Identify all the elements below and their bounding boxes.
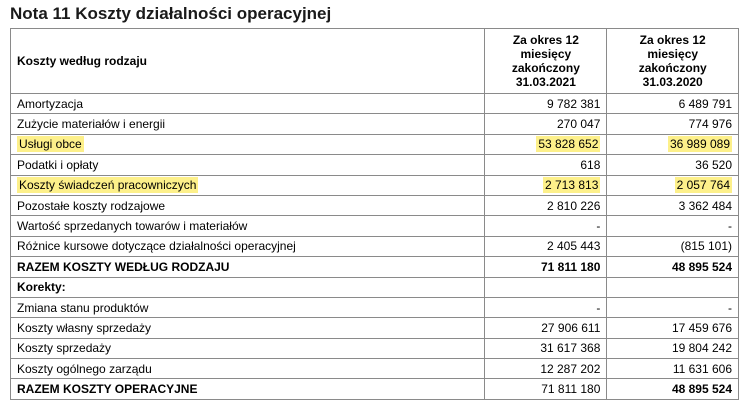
row-label: Korekty:: [17, 280, 66, 295]
row-value-2021: 71 811 180: [541, 382, 601, 397]
header-period-2021-line: miesięcy: [520, 47, 572, 61]
header-period-2020-line: zakończony: [638, 61, 707, 75]
row-value-2021: -: [596, 300, 601, 315]
row-value-2020: 17 459 676: [671, 320, 732, 335]
row-label-cell: [11, 94, 485, 114]
table-row: [11, 134, 739, 154]
row-value-2021-cell: [485, 175, 607, 195]
row-label: Podatki i opłaty: [17, 157, 99, 172]
row-value-2021: 9 782 381: [547, 96, 601, 111]
row-value-2020: 19 804 242: [671, 341, 732, 356]
row-label: Usługi obce: [19, 137, 82, 152]
header-period-2020-line: Za okres 12: [639, 33, 706, 47]
row-label-cell: [11, 359, 485, 379]
header-period-2020: [607, 29, 739, 94]
row-value-2020: 11 631 606: [672, 361, 732, 376]
row-value-2021: 53 828 652: [538, 137, 599, 152]
row-value-2020-cell: [607, 134, 739, 154]
row-value-2021-cell: [485, 297, 607, 317]
row-label-cell: [11, 216, 485, 236]
row-label-cell: [11, 155, 485, 175]
row-value-2020: 2 057 764: [676, 178, 730, 193]
row-label: Koszty świadczeń pracowniczych: [19, 178, 197, 193]
table-row: [11, 297, 739, 317]
row-label-cell: [11, 379, 485, 399]
table-row: [11, 236, 739, 256]
header-period-2021-line: zakończony: [511, 61, 580, 75]
row-label: Koszty własny sprzedaży: [17, 320, 152, 335]
row-value-2021-cell: [485, 338, 607, 358]
row-value-2021-cell: [485, 379, 607, 399]
row-value-2020-cell: [607, 318, 739, 338]
table-header-row: [11, 29, 739, 94]
table-row: [11, 318, 739, 338]
row-value-2021: -: [596, 219, 601, 234]
row-value-2021: 12 287 202: [540, 361, 601, 376]
row-value-2020: 36 989 089: [669, 137, 730, 152]
row-value-2020-cell: [607, 338, 739, 358]
row-value-2020-cell: [607, 114, 739, 134]
row-value-2020: 48 895 524: [671, 382, 732, 397]
row-label: Koszty ogólnego zarządu: [17, 361, 152, 376]
row-value-2020: 48 895 524: [671, 259, 732, 274]
row-value-2021: 2 405 443: [547, 239, 601, 254]
row-label-cell: [11, 175, 485, 195]
row-value-2020-cell: [607, 94, 739, 114]
row-value-2021-cell: [485, 318, 607, 338]
row-value-2021-cell: [485, 114, 607, 134]
row-value-2021-cell: [485, 257, 607, 277]
row-value-2021-cell: [485, 359, 607, 379]
row-value-2020-cell: [607, 297, 739, 317]
row-value-2020-cell: [607, 379, 739, 399]
row-value-2020-cell: [607, 195, 739, 215]
row-label-cell: [11, 134, 485, 154]
row-value-2021: 71 811 180: [540, 259, 601, 274]
row-value-2020: -: [728, 219, 732, 234]
costs-table: [10, 28, 739, 400]
row-label-cell: [11, 297, 485, 317]
row-value-2020-cell: [607, 216, 739, 236]
header-period-2021: [485, 29, 607, 94]
row-value-2021: 618: [580, 157, 601, 172]
row-label: RAZEM KOSZTY WEDŁUG RODZAJU: [17, 259, 230, 274]
table-row: [11, 175, 739, 195]
table-row: [11, 114, 739, 134]
table-row: [11, 94, 739, 114]
table-row: [11, 195, 739, 215]
table-row: [11, 155, 739, 175]
row-label-cell: [11, 277, 485, 297]
header-label: Koszty według rodzaju: [11, 29, 485, 94]
row-label: RAZEM KOSZTY OPERACYJNE: [17, 382, 198, 397]
row-value-2021: 2 713 813: [545, 178, 599, 193]
row-label-cell: [11, 236, 485, 256]
row-value-2021-cell: [485, 216, 607, 236]
row-value-2021-cell: [485, 134, 607, 154]
row-value-2020: 6 489 791: [678, 96, 732, 111]
header-period-2020-line: 31.03.2020: [642, 75, 703, 89]
row-value-2021: 27 906 611: [541, 320, 601, 335]
table-row: [11, 338, 739, 358]
row-label-cell: [11, 257, 485, 277]
row-value-2020: 3 362 484: [678, 198, 732, 213]
row-value-2020: 36 520: [695, 157, 732, 172]
table-row: [11, 216, 739, 236]
page-title: Nota 11 Koszty działalności operacyjnej: [10, 4, 332, 23]
header-period-2021-line: 31.03.2021: [515, 75, 576, 89]
row-value-2021: 2 810 226: [547, 198, 601, 213]
row-label-cell: [11, 338, 485, 358]
row-label: Amortyzacja: [17, 96, 84, 111]
table-row: [11, 277, 739, 297]
table-row: [11, 257, 739, 277]
row-label: Pozostałe koszty rodzajowe: [17, 198, 166, 213]
row-value-2021-cell: [485, 195, 607, 215]
header-period-2021-line: Za okres 12: [512, 33, 579, 47]
row-label-cell: [11, 318, 485, 338]
row-label: Zmiana stanu produktów: [17, 300, 149, 315]
row-value-2021: 31 617 368: [540, 341, 601, 356]
row-value-2020-cell: [607, 236, 739, 256]
row-value-2020-cell: [607, 155, 739, 175]
row-value-2021-cell: [485, 236, 607, 256]
header-period-2020-line: miesięcy: [647, 47, 699, 61]
row-value-2020-cell: [607, 175, 739, 195]
row-value-2020: (815 101): [680, 239, 732, 254]
row-value-2020: -: [728, 300, 732, 315]
row-value-2021-cell: [485, 155, 607, 175]
row-label: Zużycie materiałów i energii: [17, 117, 166, 132]
row-label-cell: [11, 195, 485, 215]
row-label-cell: [11, 114, 485, 134]
row-label: Koszty sprzedaży: [17, 341, 112, 356]
row-label: Wartość sprzedanych towarów i materiałów: [17, 219, 248, 234]
row-value-2021: 270 047: [557, 117, 601, 132]
row-label: Różnice kursowe dotyczące działalności operacyjnej: [17, 239, 296, 254]
row-value-2020-cell: [607, 277, 739, 297]
row-value-2020: 774 976: [688, 117, 732, 132]
table-row: [11, 379, 739, 399]
row-value-2021-cell: [485, 94, 607, 114]
table-body: [11, 94, 739, 400]
row-value-2020-cell: [607, 359, 739, 379]
table-row: [11, 359, 739, 379]
row-value-2020-cell: [607, 257, 739, 277]
row-value-2021-cell: [485, 277, 607, 297]
